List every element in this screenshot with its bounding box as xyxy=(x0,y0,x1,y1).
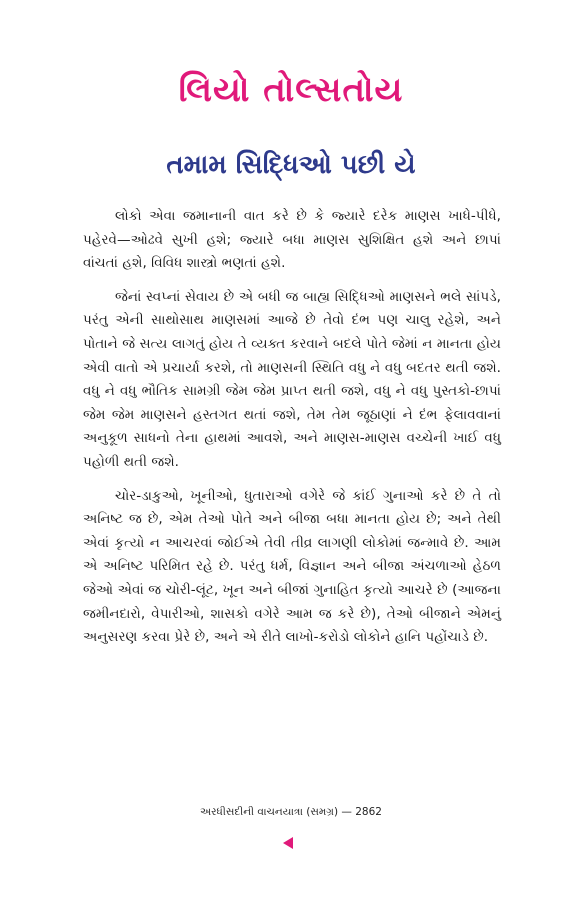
page-footer: અરધીસદીની વાચનયાત્રા (સમગ્ર) — 2862 xyxy=(200,806,382,818)
article-body xyxy=(83,205,501,660)
article-title: તમામ સિદ્ધિઓ પછી યે xyxy=(166,150,416,180)
paragraph: લોકો એવા જમાનાની વાત કરે છે કે જ્યારે દરેક માણસ ખાધે-પીધે, પહેરવે—ઓઢવે સુખી હશે; જ્યારે બધા માણસ સુશિક્ષિત હશે અને છાપાં વાંચતાં હશે, વિવિધ શાસ્ત્રો ભણતાં હશે. xyxy=(83,208,501,272)
paragraph: ચોર-ડાકુઓ, ખૂનીઓ, ધુતારાઓ વગેરે જે કાંઈ ગુનાઓ કરે છે તે તો અનિષ્ટ જ છે, એમ તેઓ પોતે અને બીજા બધા માનતા હોય છે; અને તેથી એવાં કૃત્યો ન આચરવાં જોઈએ તેવી તીવ્ર લાગણી લોકોમાં જન્માવે છે. આમ એ અનિષ્ટ પરિમિત રહે છે. પરંતુ ધર્મ, વિજ્ઞાન અને બીજા અંચળાઓ હેઠળ જેઓ એવાં જ ચોરી-લૂંટ, ખૂન અને બીજાં ગુનાહિત કૃત્યો આચરે છે (આજના જમીનદારો, વેપારીઓ, શાસકો વગેરે આમ જ કરે છે), તેઓ બીજાને એમનું અનુસરણ કરવા પ્રેરે છે, અને એ રીતે લાખો-કરોડો લોકોને હાનિ પહોંચાડે છે. xyxy=(83,487,501,646)
author-heading: લિયો તોલ્સતોય xyxy=(178,70,404,110)
previous-page-arrow-icon[interactable] xyxy=(283,837,293,849)
paragraph: જેનાં સ્વપ્નાં સેવાય છે એ બધી જ બાહ્ય સિદ્ધિઓ માણસને ભલે સાંપડે, પરંતુ એની સાથોસાથ માણસમાં આજે છે તેવો દંભ પણ ચાલુ રહેશે, અને પોતાને જે સત્ય લાગતું હોય તે વ્યક્ત કરવાને બદલે પોતે જેમાં ન માનતા હોય એવી વાતો એ પ્રચાર્યા કરશે, તો માણસની સ્થિતિ વધુ ને વધુ બદતર થતી જશે. વધુ ને વધુ ભૌતિક સામગ્રી જેમ જેમ પ્રાપ્ત થતી જશે, વધુ ને વધુ પુસ્તકો-છાપાં જેમ જેમ માણસને હસ્તગત થતાં જશે, તેમ તેમ જૂઠાણાં ને દંભ ફેલાવવાનાં અનુકૂળ સાધનો તેના હાથમાં આવશે, અને માણસ-માણસ વચ્ચેની ખાઈ વધુ પહોળી થતી જશે. xyxy=(83,288,501,470)
